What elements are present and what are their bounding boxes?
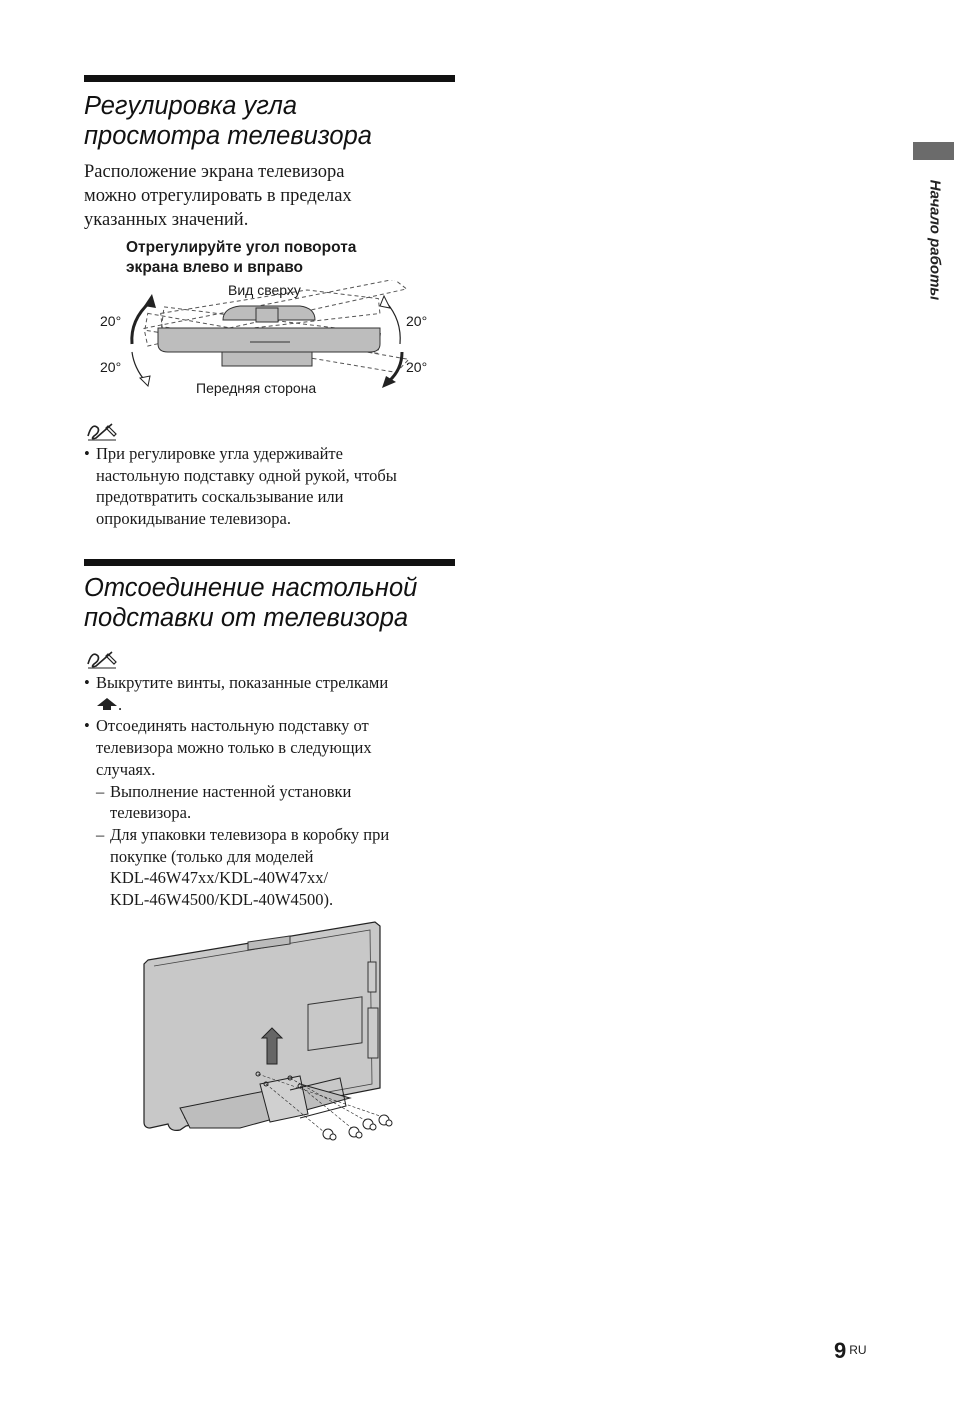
section-rule <box>84 75 455 82</box>
text-line: можно отрегулировать в пределах <box>84 186 352 206</box>
diagram-label-top: Вид сверху <box>228 282 301 298</box>
figure-caption: Отрегулируйте угол поворота экрана влево и вправо <box>126 239 357 276</box>
list-item: • При регулировке угла удерживайте настольную подставку одной рукой, чтобы предотвратить соскальзывание или опрокидывание телевизора. <box>84 444 397 529</box>
page-number: 9 $^{RU}$ <box>834 1338 867 1363</box>
intro-paragraph <box>84 160 444 232</box>
instruction-list <box>84 672 454 911</box>
text-line: Расположение экрана телевизора <box>84 162 345 182</box>
section-rule <box>84 559 455 566</box>
text-line: указанных значений. <box>84 210 249 230</box>
list-item: • Отсоединять настольную подставку от телевизора можно только в следующих случаях. <box>84 716 372 779</box>
pencil-note-icon <box>86 420 118 442</box>
sub-list-item: – Выполнение настенной установки телевизора. <box>96 781 352 823</box>
list-item: • Выкрутите винты, показанные стрелками . <box>84 673 389 714</box>
title-line: Отсоединение настольной <box>84 574 418 602</box>
angle-label: 20° <box>406 313 428 329</box>
angle-label: 20° <box>100 359 122 375</box>
up-arrow-icon <box>96 697 118 711</box>
section-title <box>84 573 464 633</box>
sub-list-item: – Для упаковки телевизора в коробку при покупке (только для моделей KDL-46W47xx/KDL-40W47xx/ KDL-46W4500/KDL-40W4500). <box>96 824 390 910</box>
title-line: подставки от телевизора <box>84 604 409 632</box>
note-list <box>84 443 454 530</box>
angle-label: 20° <box>406 359 428 375</box>
tv-stand-removal-illustration <box>140 918 400 1148</box>
title-line: просмотра телевизора <box>84 122 372 150</box>
angle-label: 20° <box>100 313 122 329</box>
pencil-note-icon <box>86 648 118 670</box>
title-line: Регулировка угла <box>84 92 298 120</box>
sidebar-tab-marker <box>913 142 954 160</box>
sidebar-section-label: Начало работы <box>926 179 944 301</box>
diagram-label-bottom: Передняя сторона <box>196 380 317 396</box>
section-title <box>84 91 464 151</box>
